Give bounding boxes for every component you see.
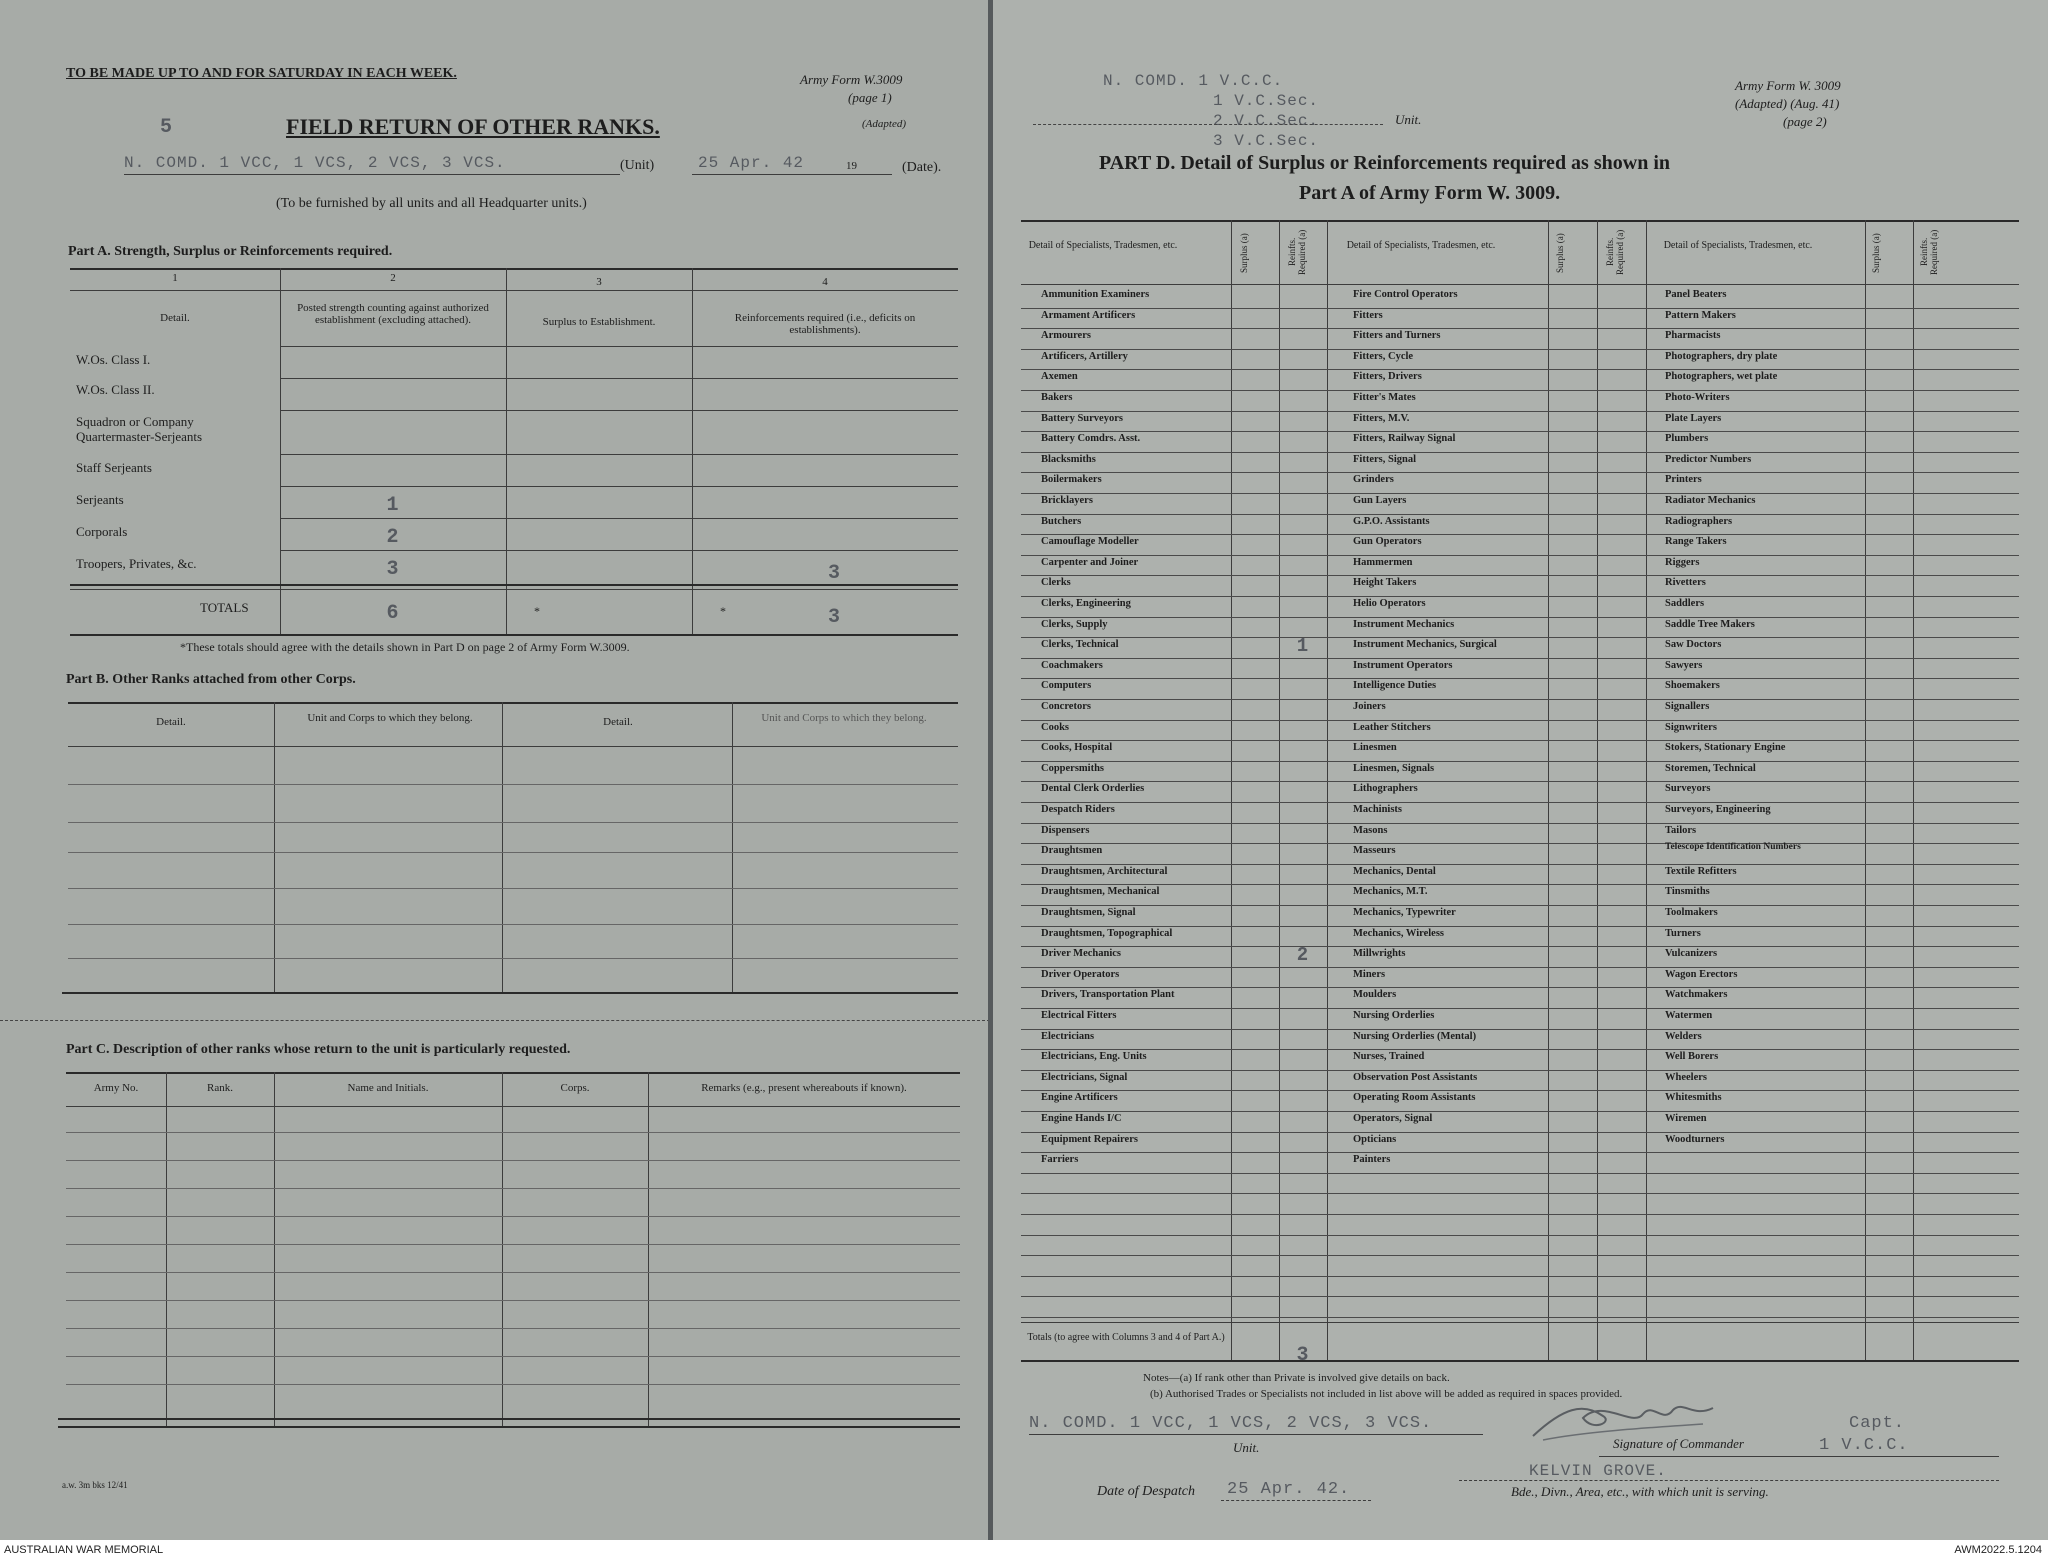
specialist-item: Carpenter and Joiner <box>1041 556 1139 568</box>
furnish-note: (To be furnished by all units and all Headquarter units.) <box>276 196 587 211</box>
col-number: 4 <box>822 276 828 288</box>
table-row-line <box>1021 678 2019 679</box>
specialist-item: Height Takers <box>1353 577 1417 589</box>
specialist-item: Tailors <box>1665 824 1697 836</box>
specialist-item: Masseurs <box>1353 845 1396 857</box>
specialist-item: Pattern Makers <box>1665 309 1736 321</box>
surplus-header: Surplus (a) <box>1555 233 1565 273</box>
archive-footer <box>0 1540 2048 1568</box>
specialist-item: Photographers, dry plate <box>1665 350 1778 362</box>
surplus-header: Surplus (a) <box>1239 233 1249 273</box>
table-row-line <box>1021 1090 2019 1091</box>
specialist-item: Fire Control Operators <box>1353 289 1458 300</box>
header-reinforcements: Reinforcements required (i.e., deficits on establishments). <box>734 312 916 336</box>
specialist-item: Welders <box>1665 1030 1702 1042</box>
specialist-item: Rivetters <box>1665 577 1706 589</box>
specialist-item: Clerks, Engineering <box>1041 598 1131 609</box>
specialist-item: Joiners <box>1353 701 1386 712</box>
table-row-line <box>1021 1008 2019 1009</box>
unit-line: 3 V.C.Sec. <box>1213 132 1320 150</box>
specialist-item: Electricians <box>1041 1030 1095 1042</box>
specialist-item: Nursing Orderlies (Mental) <box>1353 1030 1477 1042</box>
page-title: FIELD RETURN OF OTHER RANKS. <box>286 114 660 139</box>
table-row-line <box>1021 1173 2019 1174</box>
specialist-item: Tinsmiths <box>1665 886 1710 898</box>
specialist-item: Whitesmiths <box>1665 1092 1722 1104</box>
specialist-item: Watermen <box>1665 1010 1713 1021</box>
table-row-line <box>1021 349 2019 350</box>
page-label: (page 2) <box>1783 114 1827 129</box>
table-row-line <box>1021 1152 2019 1153</box>
part-b-header: Unit and Corps to which they belong. <box>761 712 927 724</box>
specialist-item: Miners <box>1353 968 1386 980</box>
table-row-line <box>1021 884 2019 885</box>
posted-value: 3 <box>386 558 400 581</box>
surplus-header: Surplus (a) <box>1871 233 1881 273</box>
specialist-item: Telescope Identification Numbers <box>1665 842 1801 853</box>
table-row-line <box>1021 740 2019 741</box>
specialist-item: Bakers <box>1041 392 1073 403</box>
specialist-item: Cooks, Hospital <box>1041 742 1113 754</box>
specialist-item: Instrument Operators <box>1353 659 1453 671</box>
specialist-item: Driver Mechanics <box>1041 948 1121 960</box>
specialist-item: Battery Surveyors <box>1041 412 1123 424</box>
part-d-title-line2: Part A of Army Form W. 3009. <box>1299 182 1561 204</box>
specialist-item: Signallers <box>1665 701 1710 712</box>
specialist-item: Well Borers <box>1665 1051 1719 1063</box>
specialist-item: Turners <box>1665 927 1701 939</box>
specialist-item: Draughtsmen, Topographical <box>1041 927 1173 939</box>
table-row-line <box>1021 905 2019 906</box>
specialist-item: Watchmakers <box>1665 989 1728 1001</box>
specialist-item: Driver Operators <box>1041 968 1120 980</box>
part-c-header: Remarks (e.g., present whereabouts if known). <box>701 1082 907 1094</box>
specialist-item: Intelligence Duties <box>1353 680 1437 692</box>
specialist-item: Millwrights <box>1353 948 1406 960</box>
specialist-item: Engine Hands I/C <box>1041 1113 1122 1124</box>
table-row-line <box>1021 781 2019 782</box>
row-detail: Squadron or Company Quartermaster-Serjeants <box>76 414 203 444</box>
table-row-line <box>1021 534 2019 535</box>
specialist-item: Textile Refitters <box>1665 865 1737 877</box>
specialist-item: Dispensers <box>1041 824 1090 836</box>
specialist-item: Despatch Riders <box>1041 804 1115 815</box>
specialist-item: Saw Doctors <box>1665 639 1722 651</box>
specialist-item: Boilermakers <box>1041 474 1102 486</box>
specialist-item: Electricians, Eng. Units <box>1041 1051 1147 1063</box>
specialist-item: Wheelers <box>1665 1071 1707 1083</box>
specialist-item: Pharmacists <box>1665 330 1721 342</box>
reinf-header: Reinfts. Required (a) <box>1605 229 1625 275</box>
return-number: 5 <box>160 116 174 139</box>
adapted-label: (Adapted) <box>862 118 906 130</box>
specialist-item: Riggers <box>1665 556 1700 568</box>
part-b-heading: Part B. Other Ranks attached from other Corps. <box>66 672 356 687</box>
specialist-item: Cooks <box>1041 721 1070 733</box>
part-c-heading: Part C. Description of other ranks whose return to the unit is particularly requested. <box>66 1042 571 1057</box>
part-c-header: Army No. <box>93 1082 139 1094</box>
specialist-item: Grinders <box>1353 474 1394 486</box>
table-row-line <box>1021 864 2019 865</box>
row-detail: Serjeants <box>76 492 124 507</box>
specialist-item: Draughtsmen, Signal <box>1041 907 1136 918</box>
specialist-item: Shoemakers <box>1665 680 1720 692</box>
specialist-item: Signwriters <box>1665 721 1717 733</box>
table-row-line <box>1021 1276 2019 1277</box>
row-detail: W.Os. Class II. <box>76 382 155 397</box>
posted-value: 2 <box>386 526 400 549</box>
specialist-item: Opticians <box>1353 1133 1397 1145</box>
specialist-item: Electricians, Signal <box>1041 1071 1128 1083</box>
specialist-item: Ammunition Examiners <box>1041 289 1150 300</box>
part-b-header: Detail. <box>156 716 186 728</box>
specialist-item: Mechanics, Dental <box>1353 865 1436 877</box>
table-row-line <box>1021 472 2019 473</box>
col-header: Detail of Specialists, Tradesmen, etc. <box>1663 240 1813 251</box>
signing-unit-label: Unit. <box>1233 1440 1260 1455</box>
table-row-line <box>1021 493 2019 494</box>
specialist-item: Vulcanizers <box>1665 948 1718 960</box>
form-id: Army Form W. 3009 <box>1735 78 1841 93</box>
table-row-line <box>1021 1214 2019 1215</box>
table-row-line <box>1021 575 2019 576</box>
table-row-line <box>1021 1111 2019 1112</box>
part-b-header: Unit and Corps to which they belong. <box>307 712 473 724</box>
specialist-item: Coachmakers <box>1041 659 1103 671</box>
specialist-item: Radiator Mechanics <box>1665 495 1756 506</box>
table-row-line <box>1021 1049 2019 1050</box>
part-d-title-line1: PART D. Detail of Surplus or Reinforcements required as shown in <box>1099 152 1670 174</box>
specialist-item: Range Takers <box>1665 536 1727 548</box>
table-row-line <box>1021 699 2019 700</box>
unit-label: Unit. <box>1395 112 1422 127</box>
reinf-value: 3 <box>828 562 842 585</box>
specialist-item: Farriers <box>1041 1154 1079 1166</box>
specialist-item: Storemen, Technical <box>1665 762 1756 774</box>
specialist-item: Fitters, Signal <box>1353 453 1416 465</box>
specialist-item: Draughtsmen <box>1041 845 1103 857</box>
specialist-item: Toolmakers <box>1665 907 1718 918</box>
specialist-item: Armament Artificers <box>1041 309 1136 321</box>
specialist-item: Equipment Repairers <box>1041 1133 1138 1145</box>
specialist-item: Leather Stitchers <box>1353 721 1431 733</box>
table-row-line <box>1021 514 2019 515</box>
table-row-line <box>1021 1235 2019 1236</box>
part-b-header: Detail. <box>603 716 633 728</box>
col-header: Detail of Specialists, Tradesmen, etc. <box>1346 240 1496 251</box>
specialist-item: Concretors <box>1041 701 1091 712</box>
table-row-line <box>1021 761 2019 762</box>
col-number: 2 <box>390 272 396 284</box>
location-label: Bde., Divn., Area, etc., with which unit is serving. <box>1511 1484 1769 1499</box>
specialist-item: Plate Layers <box>1665 412 1722 424</box>
specialist-item: Masons <box>1353 824 1388 836</box>
specialist-item: Fitters and Turners <box>1353 330 1441 342</box>
specialist-item: Linesmen, Signals <box>1353 762 1435 774</box>
unit-value: N. COMD. 1 VCC, 1 VCS, 2 VCS, 3 VCS. <box>124 154 506 172</box>
rank-value: Capt. <box>1849 1414 1906 1433</box>
totals-value: 3 <box>1296 1344 1310 1367</box>
specialist-item: Saddle Tree Makers <box>1665 618 1755 630</box>
totals-posted: 6 <box>386 602 400 625</box>
part-c-header: Corps. <box>560 1082 590 1094</box>
table-row-line <box>1021 823 2019 824</box>
unit-label: (Unit) <box>620 158 655 173</box>
row-detail: Corporals <box>76 524 128 539</box>
date-value: 25 Apr. 42 <box>698 154 805 172</box>
adapted-label: (Adapted) (Aug. 41) <box>1735 96 1840 111</box>
archive-reference: AWM2022.5.1204 <box>1954 1544 2042 1556</box>
specialist-item: Fitter's Mates <box>1353 392 1416 403</box>
table-row-line <box>1021 946 2019 947</box>
despatch-label: Date of Despatch <box>1097 1484 1195 1499</box>
reinf-header: Reinfts. Required (a) <box>1919 229 1939 275</box>
table-row-line <box>1021 1132 2019 1133</box>
specialist-item: Instrument Mechanics, Surgical <box>1353 639 1497 651</box>
specialist-item: Nurses, Trained <box>1353 1051 1425 1063</box>
specialist-item: Clerks, Supply <box>1041 618 1108 630</box>
row-detail: Troopers, Privates, &c. <box>76 556 197 571</box>
unit-line: 1 V.C.Sec. <box>1213 92 1320 110</box>
specialist-item: Gun Operators <box>1353 536 1422 548</box>
specialist-item: Wiremen <box>1665 1113 1707 1124</box>
row-detail: Staff Serjeants <box>76 460 152 475</box>
specialist-item: Clerks, Technical <box>1041 639 1119 651</box>
specialist-item: Predictor Numbers <box>1665 453 1752 465</box>
specialist-item: Engine Artificers <box>1041 1092 1118 1104</box>
table-row-line <box>1021 308 2019 309</box>
specialist-item: Machinists <box>1353 804 1403 815</box>
specialist-item: G.P.O. Assistants <box>1353 515 1430 527</box>
specialist-item: Lithographers <box>1353 783 1418 795</box>
table-row-line <box>1021 1255 2019 1256</box>
note-b: (b) Authorised Trades or Specialists not included in list above will be added as required in spaces provided. <box>1150 1388 1623 1400</box>
specialist-item: Axemen <box>1041 371 1078 383</box>
table-row-line <box>1021 390 2019 391</box>
header-surplus: Surplus to Establishment. <box>542 316 656 328</box>
signing-unit-value: N. COMD. 1 VCC, 1 VCS, 2 VCS, 3 VCS. <box>1029 1414 1433 1433</box>
table-row-line <box>1021 1070 2019 1071</box>
col-number: 1 <box>172 272 178 284</box>
specialist-item: Clerks <box>1041 577 1071 589</box>
unit-line: N. COMD. 1 V.C.C. <box>1103 72 1284 90</box>
totals-reinf-mark: * <box>720 604 726 618</box>
table-row-line <box>1021 411 2019 412</box>
specialist-item: Wagon Erectors <box>1665 968 1738 980</box>
table-row-line <box>1021 843 2019 844</box>
reinf-header: Reinfts. Required (a) <box>1287 229 1307 275</box>
specialist-item: Photographers, wet plate <box>1665 371 1778 383</box>
specialist-item: Operating Room Assistants <box>1353 1092 1476 1104</box>
table-row-line <box>1021 802 2019 803</box>
table-row-line <box>1021 328 2019 329</box>
printer-code: a.w. 3m bks 12/41 <box>62 1480 128 1490</box>
totals-reinf: 3 <box>828 606 842 629</box>
location-value: KELVIN GROVE. <box>1529 1462 1667 1480</box>
page-label: (page 1) <box>848 90 892 105</box>
specialist-item: Panel Beaters <box>1665 289 1727 300</box>
table-row-line <box>1021 1193 2019 1194</box>
table-row-line <box>1021 369 2019 370</box>
header-posted-strength: Posted strength counting against authorized establishment (excluding attached). <box>297 302 489 326</box>
specialist-item: Linesmen <box>1353 742 1397 754</box>
despatch-value: 25 Apr. 42. <box>1227 1480 1351 1499</box>
specialist-item: Camouflage Modeller <box>1041 536 1139 548</box>
specialist-item: Mechanics, Wireless <box>1353 927 1444 939</box>
specialist-item: Fitters, Railway Signal <box>1353 433 1456 445</box>
part-a-footnote: *These totals should agree with the details shown in Part D on page 2 of Army Form W.3009. <box>180 640 630 654</box>
specialist-item: Fitters, Drivers <box>1353 371 1422 383</box>
signature-label: Signature of Commander <box>1613 1436 1744 1451</box>
row-detail: W.Os. Class I. <box>76 352 151 367</box>
specialist-item: Printers <box>1665 474 1702 486</box>
specialist-item: Gun Layers <box>1353 495 1407 506</box>
specialist-item: Plumbers <box>1665 433 1709 445</box>
part-a-heading: Part A. Strength, Surplus or Reinforcements required. <box>68 244 393 259</box>
specialist-item: Draughtsmen, Architectural <box>1041 865 1168 877</box>
header-detail: Detail. <box>160 312 190 324</box>
col-header: Detail of Specialists, Tradesmen, etc. <box>1028 240 1178 251</box>
specialist-item: Bricklayers <box>1041 495 1093 506</box>
specialist-item: Stokers, Stationary Engine <box>1665 742 1786 754</box>
form-page-1 <box>0 0 990 1540</box>
specialist-item: Mechanics, M.T. <box>1353 886 1428 898</box>
totals-label: TOTALS <box>200 600 249 615</box>
specialist-item: Fitters, M.V. <box>1353 412 1410 424</box>
part-c-header: Rank. <box>207 1082 233 1094</box>
table-row-line <box>1021 452 2019 453</box>
table-row-line <box>1021 720 2019 721</box>
specialist-item: Woodturners <box>1665 1133 1725 1145</box>
specialist-item: Instrument Mechanics <box>1353 618 1455 630</box>
part-c-header: Name and Initials. <box>347 1082 429 1094</box>
specialist-item: Nursing Orderlies <box>1353 1010 1435 1021</box>
specialist-item: Hammermen <box>1353 556 1413 568</box>
date-label: (Date). <box>902 160 942 175</box>
specialist-item: Sawyers <box>1665 659 1703 671</box>
unit-line: 2 V.C.Sec. <box>1213 112 1320 130</box>
table-row-line <box>1021 658 2019 659</box>
table-row-line <box>1021 596 2019 597</box>
specialist-item: Draughtsmen, Mechanical <box>1041 886 1160 898</box>
totals-label: Totals (to agree with Columns 3 and 4 of Part A.) <box>1027 1332 1225 1343</box>
specialist-item: Coppersmiths <box>1041 762 1105 774</box>
specialist-item: Battery Comdrs. Asst. <box>1041 433 1141 445</box>
specialist-item: Fitters <box>1353 309 1383 321</box>
specialist-item: Surveyors, Engineering <box>1665 804 1771 815</box>
specialist-item: Armourers <box>1041 330 1091 342</box>
specialist-item: Dental Clerk Orderlies <box>1041 783 1145 795</box>
form-page-2 <box>993 0 2048 1540</box>
year-prefix: 19 <box>846 160 857 172</box>
specialist-item: Fitters, Cycle <box>1353 350 1414 362</box>
specialist-item: Moulders <box>1353 989 1397 1001</box>
specialist-item: Computers <box>1041 680 1092 692</box>
archive-name: AUSTRALIAN WAR MEMORIAL <box>4 1544 164 1556</box>
specialist-item: Blacksmiths <box>1041 453 1096 465</box>
specialist-item: Butchers <box>1041 515 1082 527</box>
specialist-item: Radiographers <box>1665 515 1733 527</box>
specialist-item: Observation Post Assistants <box>1353 1071 1478 1083</box>
table-row-line <box>1021 617 2019 618</box>
table-row-line <box>1021 431 2019 432</box>
table-row-line <box>1021 555 2019 556</box>
form-id: Army Form W.3009 <box>800 72 903 87</box>
col-number: 3 <box>596 276 602 288</box>
note-a: Notes—(a) If rank other than Private is involved give details on back. <box>1143 1372 1450 1384</box>
specialist-item: Operators, Signal <box>1353 1113 1433 1124</box>
specialist-item: Helio Operators <box>1353 598 1426 609</box>
specialist-item: Saddlers <box>1665 598 1705 609</box>
table-row-line <box>1021 1317 2019 1318</box>
specialist-item: Surveyors <box>1665 783 1711 795</box>
specialist-item: Drivers, Transportation Plant <box>1041 989 1175 1001</box>
specialist-item: Artificers, Artillery <box>1041 350 1128 362</box>
table-row-line <box>1021 987 2019 988</box>
specialist-item: Electrical Fitters <box>1041 1010 1117 1021</box>
reinf-required-value: 2 <box>1296 944 1310 967</box>
specialist-item: Painters <box>1353 1154 1391 1166</box>
posted-value: 1 <box>386 494 400 517</box>
table-row-line <box>1021 926 2019 927</box>
table-row-line <box>1021 1296 2019 1297</box>
specialist-item: Photo-Writers <box>1665 392 1730 403</box>
commander-unit: 1 V.C.C. <box>1819 1436 1909 1455</box>
specialist-item: Mechanics, Typewriter <box>1353 907 1456 918</box>
table-row-line <box>1021 967 2019 968</box>
table-row-line <box>1021 637 2019 638</box>
table-row-line <box>1021 1029 2019 1030</box>
totals-surplus-mark: * <box>534 604 540 618</box>
instruction-text: TO BE MADE UP TO AND FOR SATURDAY IN EACH WEEK. <box>66 66 457 81</box>
reinf-required-value: 1 <box>1296 635 1310 658</box>
